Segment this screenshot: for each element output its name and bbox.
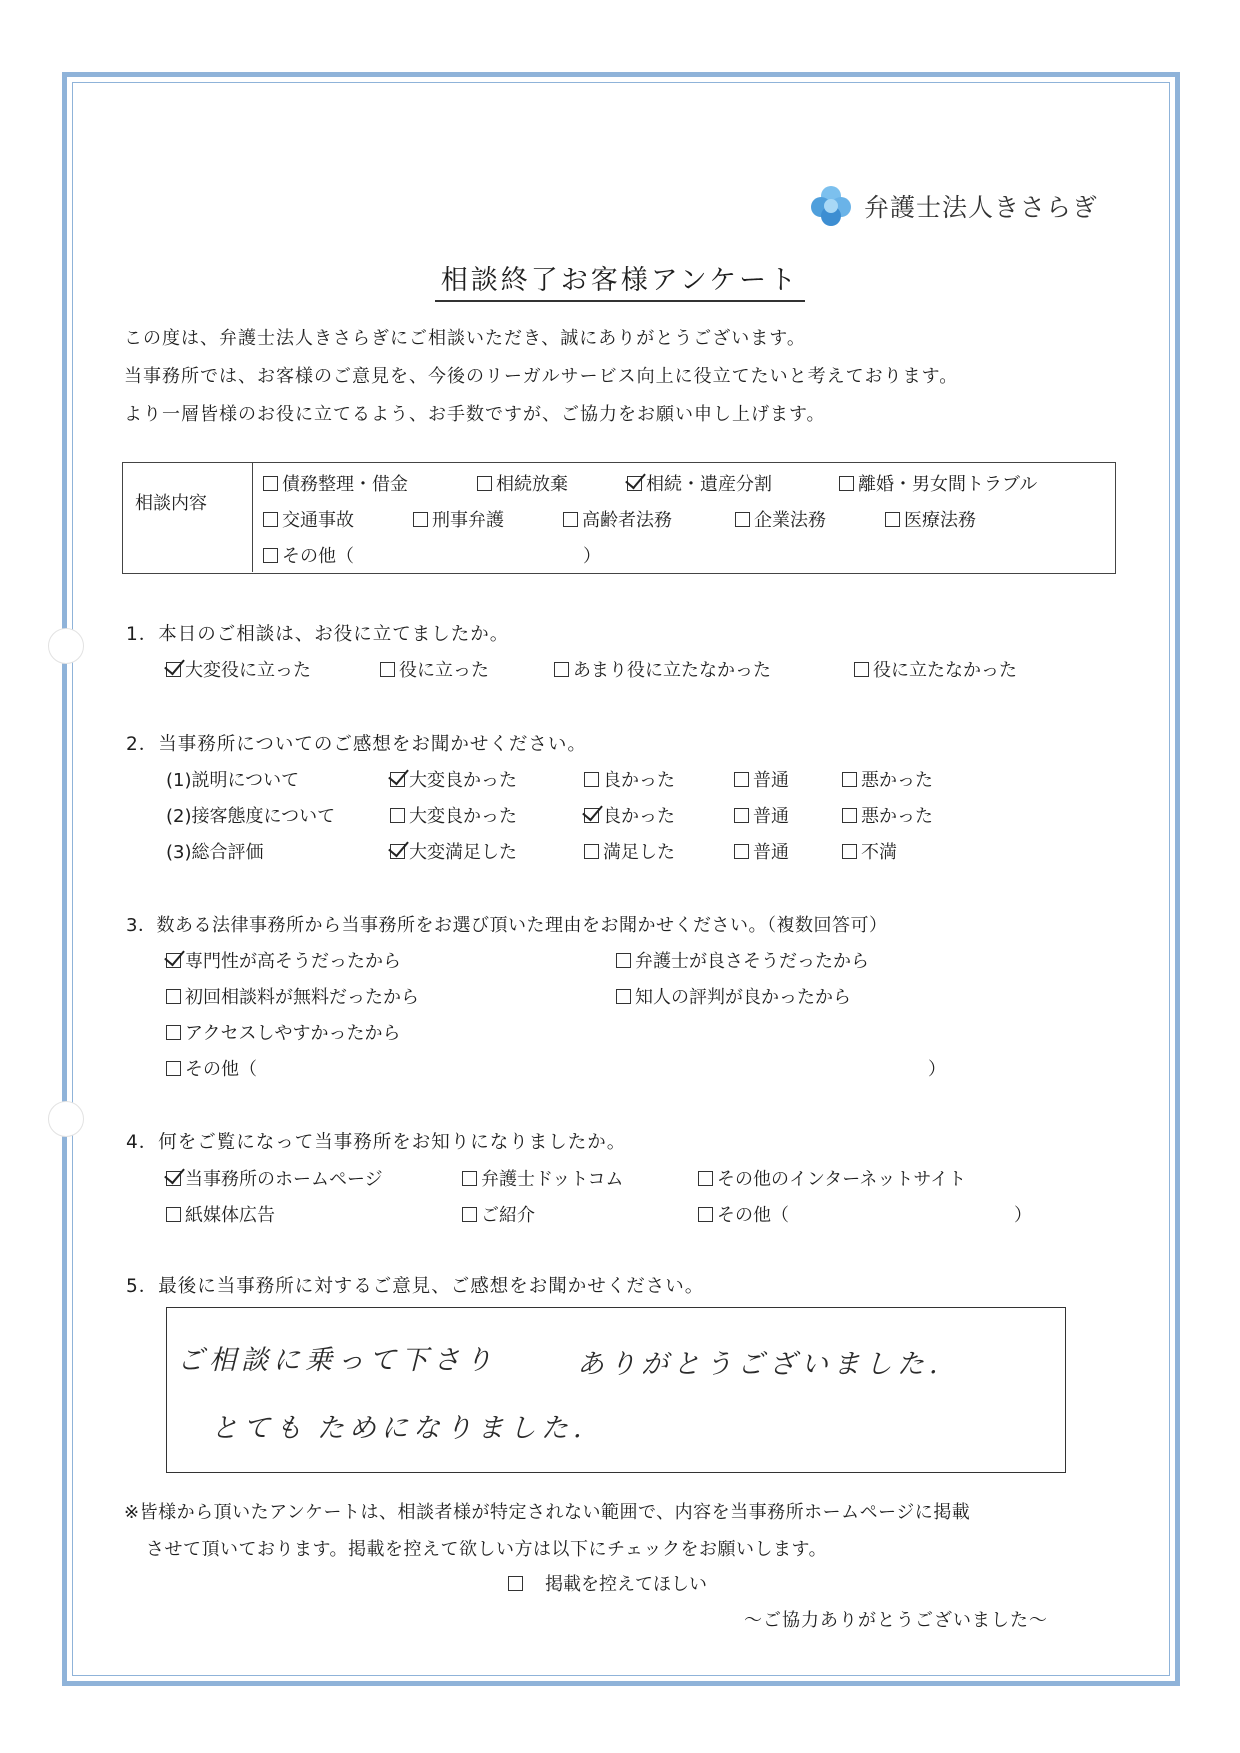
checkbox[interactable] <box>390 808 405 823</box>
checkbox[interactable] <box>477 476 492 491</box>
checkbox[interactable] <box>616 989 631 1004</box>
question-2: 2．当事務所についてのご感想をお聞かせください。 <box>126 734 587 755</box>
punch-hole-bottom <box>48 1101 84 1137</box>
q3-option[interactable]: 弁護士が良さそうだったから <box>616 947 869 973</box>
handwritten-answer: ためになりました. <box>317 1413 587 1444</box>
q4-option-other[interactable]: その他（ <box>698 1201 789 1227</box>
checkbox[interactable] <box>263 476 278 491</box>
comment-textarea[interactable] <box>166 1307 1066 1473</box>
q4-option[interactable]: 弁護士ドットコム <box>462 1165 624 1191</box>
category-row-3 <box>263 537 601 573</box>
checkbox[interactable] <box>263 548 278 563</box>
handwritten-answer: ご相談に乗って下さり <box>177 1345 497 1376</box>
q3-option[interactable]: 知人の評判が良かったから <box>616 983 851 1009</box>
checkbox[interactable] <box>885 512 900 527</box>
checkbox[interactable] <box>839 476 854 491</box>
category-option[interactable]: 離婚・男女間トラブル <box>839 470 1037 496</box>
category-header: 相談内容 <box>123 463 253 572</box>
flower-logo-icon <box>808 183 854 229</box>
intro-line: より一層皆様のお役に立てるよう、お手数ですが、ご協力をお願い申し上げます。 <box>124 404 826 425</box>
checkbox[interactable] <box>263 512 278 527</box>
q1-option[interactable]: 大変役に立った <box>166 656 311 682</box>
q2-option[interactable]: 大変満足した <box>390 838 517 864</box>
checkbox[interactable] <box>166 1207 181 1222</box>
firm-name: 弁護士法人きさらぎ <box>864 193 1099 222</box>
q2-row-label: (3)総合評価 <box>166 842 264 863</box>
withhold-publication-option[interactable]: 掲載を控えてほしい <box>508 1570 707 1596</box>
checkbox[interactable] <box>735 512 750 527</box>
checkbox[interactable] <box>734 808 749 823</box>
checkbox-checked[interactable] <box>390 772 405 787</box>
q2-option[interactable]: 悪かった <box>842 802 933 828</box>
question-3: 3．数ある法律事務所から当事務所をお選び頂いた理由をお聞かせください。（複数回答可） <box>126 915 888 936</box>
q4-option[interactable]: ご紹介 <box>462 1201 535 1227</box>
checkbox[interactable] <box>166 1025 181 1040</box>
q3-option[interactable]: 初回相談料が無料だったから <box>166 983 419 1009</box>
q1-option[interactable]: 役に立った <box>380 656 489 682</box>
q2-option[interactable]: 普通 <box>734 802 789 828</box>
category-option[interactable]: 相続放棄 <box>477 470 627 496</box>
category-option[interactable]: 相続・遺産分割 <box>627 470 839 496</box>
q2-option[interactable]: 大変良かった <box>390 766 517 792</box>
q4-option[interactable]: その他のインターネットサイト <box>698 1165 966 1191</box>
publication-note <box>124 1494 970 1568</box>
category-row-2 <box>263 501 976 537</box>
firm-logo <box>808 182 1098 230</box>
checkbox[interactable] <box>462 1171 477 1186</box>
consultation-category-table <box>122 462 1116 574</box>
checkbox[interactable] <box>584 772 599 787</box>
q2-option[interactable]: 不満 <box>842 838 897 864</box>
category-option[interactable]: 医療法務 <box>885 506 976 532</box>
note-line: させて頂いております。掲載を控えて欲しい方は以下にチェックをお願いします。 <box>146 1539 828 1560</box>
question-5: 5．最後に当事務所に対するご意見、ご感想をお聞かせください。 <box>126 1276 705 1297</box>
q2-option[interactable]: 大変良かった <box>390 802 517 828</box>
checkbox[interactable] <box>166 1061 181 1076</box>
checkbox[interactable] <box>508 1576 523 1591</box>
category-option[interactable]: 交通事故 <box>263 506 413 532</box>
q2-row-label: (1)説明について <box>166 770 300 791</box>
question-1: 1．本日のご相談は、お役に立てましたか。 <box>126 624 510 645</box>
intro-line: この度は、弁護士法人きさらぎにご相談いただき、誠にありがとうございます。 <box>124 328 806 349</box>
intro-text <box>124 320 958 434</box>
checkbox[interactable] <box>413 512 428 527</box>
other-close-paren: ） <box>928 1059 946 1080</box>
category-option[interactable]: 刑事弁護 <box>413 506 563 532</box>
checkbox[interactable] <box>462 1207 477 1222</box>
category-option[interactable]: 債務整理・借金 <box>263 470 477 496</box>
q3-option[interactable]: アクセスしやすかったから <box>166 1019 400 1045</box>
checkbox[interactable] <box>616 953 631 968</box>
category-option-other[interactable]: その他（ <box>263 542 583 568</box>
checkbox[interactable] <box>584 844 599 859</box>
checkbox-checked[interactable] <box>584 808 599 823</box>
checkbox[interactable] <box>380 662 395 677</box>
q2-option[interactable]: 普通 <box>734 766 789 792</box>
category-option[interactable]: 企業法務 <box>735 506 885 532</box>
q2-row-label: (2)接客態度について <box>166 806 336 827</box>
category-option[interactable]: 高齢者法務 <box>563 506 735 532</box>
punch-hole-top <box>48 628 84 664</box>
q1-option[interactable]: あまり役に立たなかった <box>554 656 771 682</box>
question-4: 4．何をご覧になって当事務所をお知りになりましたか。 <box>126 1132 627 1153</box>
checkbox-checked[interactable] <box>390 844 405 859</box>
checkbox[interactable] <box>854 662 869 677</box>
survey-title: 相談終了お客様アンケート <box>0 258 1240 297</box>
checkbox[interactable] <box>842 808 857 823</box>
checkbox[interactable] <box>563 512 578 527</box>
checkbox[interactable] <box>166 989 181 1004</box>
note-line: ※皆様から頂いたアンケートは、相談者様が特定されない範囲で、内容を当事務所ホームページに掲載 <box>124 1502 971 1523</box>
handwritten-answer: ありがとうございました. <box>577 1349 943 1380</box>
checkbox[interactable] <box>698 1207 713 1222</box>
category-row-1 <box>263 465 1037 501</box>
handwritten-answer: とても <box>211 1413 307 1444</box>
q4-option[interactable]: 当事務所のホームページ <box>166 1165 383 1191</box>
checkbox-checked[interactable] <box>166 662 181 677</box>
q3-option[interactable]: 専門性が高そうだったから <box>166 947 401 973</box>
q3-option-other[interactable]: その他（ <box>166 1055 257 1081</box>
q2-option[interactable]: 普通 <box>734 838 789 864</box>
checkbox[interactable] <box>698 1171 713 1186</box>
q4-option[interactable]: 紙媒体広告 <box>166 1201 275 1227</box>
intro-line: 当事務所では、お客様のご意見を、今後のリーガルサービス向上に役立てたいと考えております。 <box>124 366 959 387</box>
checkbox-checked[interactable] <box>166 953 181 968</box>
checkbox[interactable] <box>842 844 857 859</box>
other-close-paren: ） <box>1014 1205 1032 1226</box>
closing-thanks: ～ご協力ありがとうございました～ <box>744 1610 1048 1631</box>
checkbox[interactable] <box>554 662 569 677</box>
q2-option[interactable]: 満足した <box>584 838 675 864</box>
q2-option[interactable]: 悪かった <box>842 766 933 792</box>
q2-option[interactable]: 良かった <box>584 766 675 792</box>
checkbox-checked[interactable] <box>166 1171 181 1186</box>
checkbox-checked[interactable] <box>627 476 642 491</box>
checkbox[interactable] <box>734 844 749 859</box>
q1-option[interactable]: 役に立たなかった <box>854 656 1017 682</box>
checkbox[interactable] <box>734 772 749 787</box>
q2-option[interactable]: 良かった <box>584 802 675 828</box>
checkbox[interactable] <box>842 772 857 787</box>
other-close-paren: ） <box>583 546 601 567</box>
